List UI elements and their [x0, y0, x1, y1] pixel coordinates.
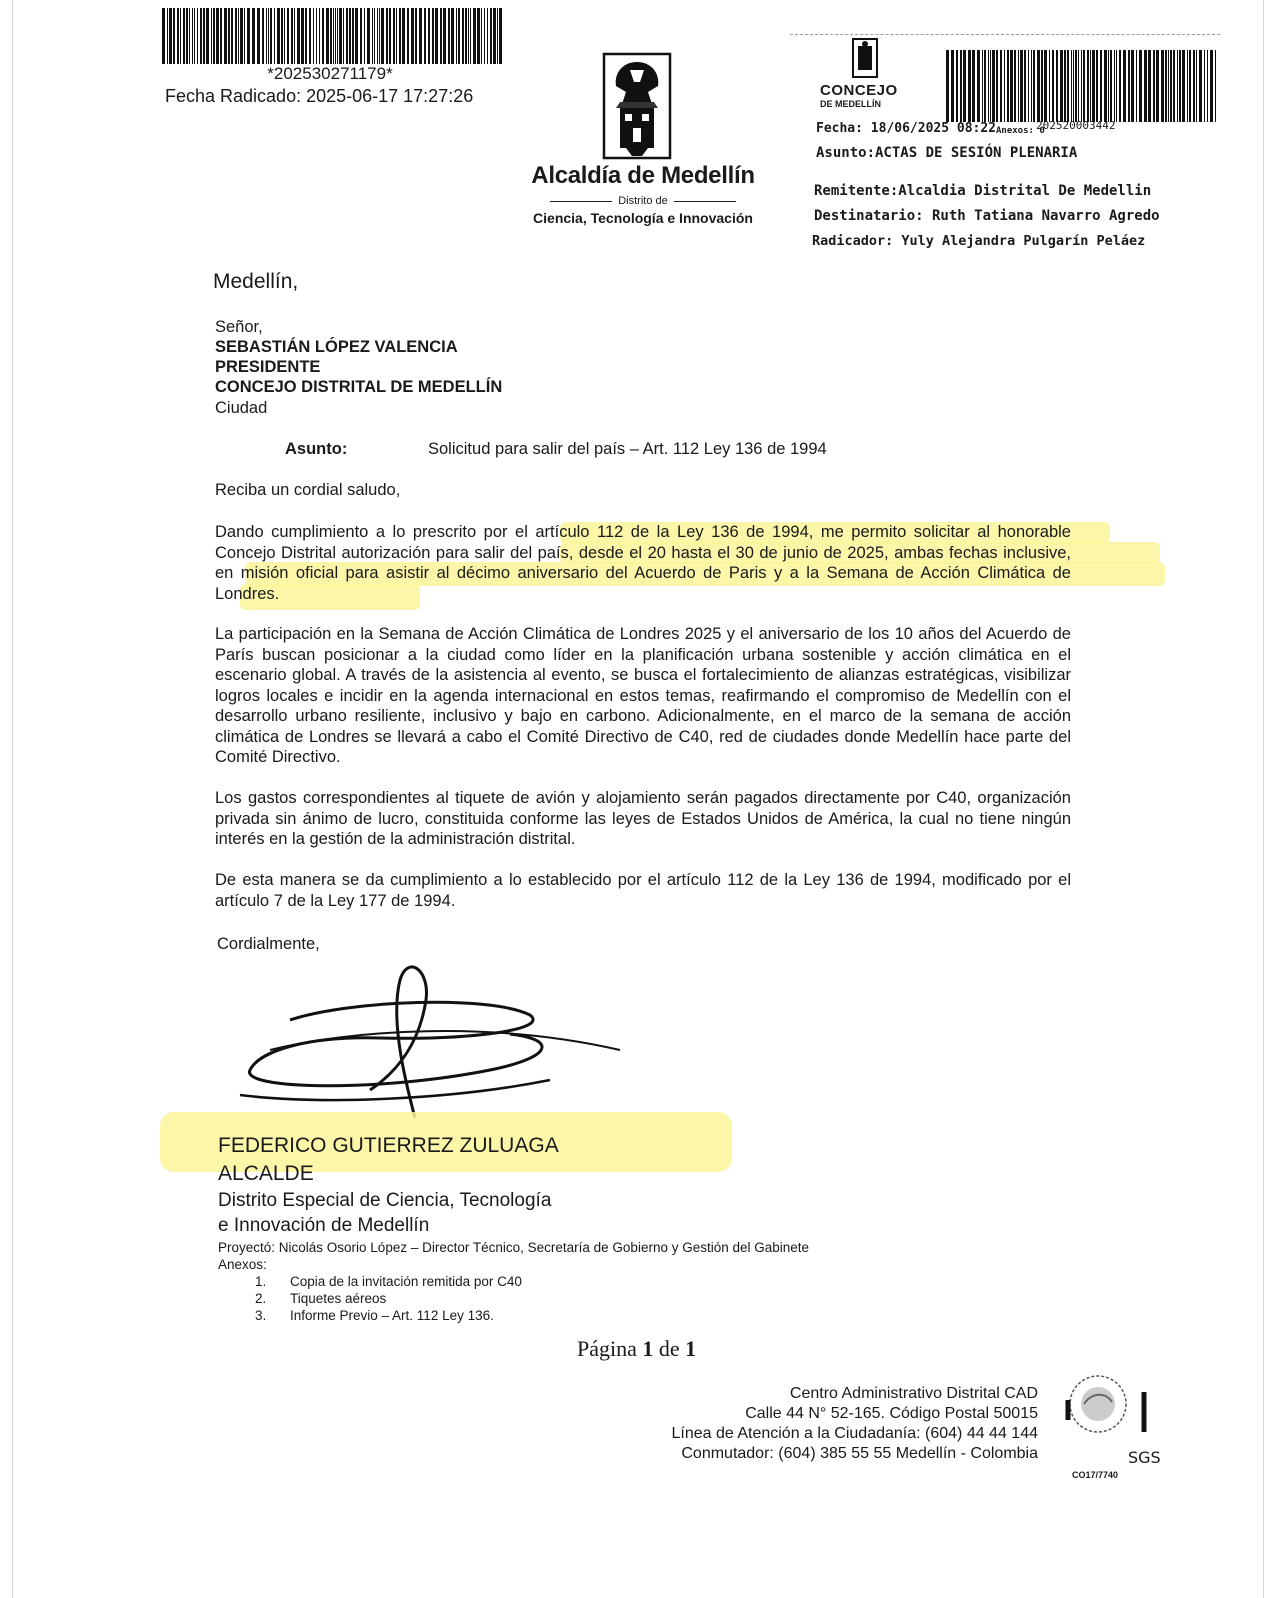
signer-entity-1: Distrito Especial de Ciencia, Tecnología: [218, 1190, 552, 1211]
annex-text: Informe Previo – Art. 112 Ley 136.: [290, 1308, 494, 1323]
stamp-remitente: Remitente:Alcaldia Distrital De Medellin: [814, 183, 1152, 199]
stamp-anexos: Anexos: 0: [996, 126, 1045, 136]
concejo-subtitle: DE MEDELLÍN: [820, 99, 882, 109]
page-label: Página: [577, 1336, 637, 1361]
sgs-code: CO17/7740: [1072, 1470, 1119, 1480]
letter-city: Medellín,: [213, 270, 299, 293]
concejo-name: CONCEJO: [820, 82, 898, 99]
footer-address-1: Centro Administrativo Distrital CAD: [789, 1385, 1038, 1402]
alcaldia-logo-subtitle: Ciencia, Tecnología e Innovación: [533, 210, 753, 226]
projected-by: Proyectó: Nicolás Osorio López – Director Técnico, Secretaría de Gobierno y Gestión del Gabinete: [218, 1240, 810, 1255]
closing: Cordialmente,: [217, 935, 320, 953]
signer-role: ALCALDE: [218, 1162, 314, 1185]
sgs-certification-icon: [1062, 1370, 1162, 1450]
paragraph-expenses: Los gastos correspondientes al tiquete de avión y alojamiento serán pagados directamente por C40, organización privada sin ánimo de lucro, constituida conforme las leyes de Estados Unidos de América, la cual no tiene ningún interés en la gestión de la administración distrital.: [215, 789, 1071, 848]
concejo-barcode: [946, 50, 1216, 122]
footer-address-2: Calle 44 N° 52-165. Código Postal 50015: [745, 1405, 1038, 1422]
radicado-date: Fecha Radicado: 2025-06-17 17:27:26: [165, 86, 474, 106]
sgs-label: SGS: [1128, 1448, 1161, 1467]
page-current: 1: [642, 1336, 654, 1361]
radicado-barcode: [162, 8, 502, 64]
signer-name: FEDERICO GUTIERREZ ZULUAGA: [218, 1134, 559, 1157]
recipient-role: PRESIDENTE: [215, 358, 321, 376]
recipient-org: CONCEJO DISTRITAL DE MEDELLÍN: [215, 378, 503, 396]
page-number: [577, 1336, 696, 1362]
alcaldia-logo-distrito: Distrito de: [518, 195, 768, 207]
stamp-dashed-border: [790, 34, 1220, 35]
subject-text: Solicitud para salir del país – Art. 112 Ley 136 de 1994: [428, 440, 827, 458]
recipient-name: SEBASTIÁN LÓPEZ VALENCIA: [215, 338, 458, 356]
medellin-coat-of-arms-icon: [602, 52, 672, 160]
stamp-fecha: Fecha: 18/06/2025 08:22: [816, 121, 997, 136]
salutation-title: Señor,: [215, 318, 263, 336]
annex-text: Tiquetes aéreos: [290, 1291, 387, 1306]
page-total: 1: [685, 1336, 697, 1361]
annex-text: Copia de la invitación remitida por C40: [290, 1274, 522, 1289]
radicado-number: *202530271179*: [267, 64, 393, 83]
recipient-city: Ciudad: [215, 399, 268, 417]
paragraph-compliance: De esta manera se da cumplimiento a lo establecido por el artículo 112 de la Ley 136 de 1994, modificado por el artículo 7 de la Ley 177 de 1994.: [215, 871, 1071, 910]
greeting: Reciba un cordial saludo,: [215, 481, 401, 499]
stamp-radicador: Radicador: Yuly Alejandra Pulgarín Peláez: [812, 233, 1146, 249]
footer-switchboard: Conmutador: (604) 385 55 55 Medellín - Colombia: [681, 1445, 1038, 1462]
page-of: de: [658, 1336, 680, 1361]
stamp-asunto: Asunto:ACTAS DE SESIÓN PLENARIA: [816, 145, 1078, 161]
annex-number: 3.: [255, 1308, 267, 1323]
concejo-emblem-icon: [852, 38, 878, 78]
footer-phone: Línea de Atención a la Ciudadanía: (604) 44 44 144: [671, 1425, 1038, 1442]
paragraph-participation: La participación en la Semana de Acción Climática de Londres 2025 y el aniversario de los 10 años del Acuerdo de París buscan posicionar a la ciudad como líder en la planificación urbana sostenible y acción climática en el escenario global. A través de la asistencia al evento, se busca el fortalecimiento de alianzas estratégicas, visibilizar logros locales e incidir en la agenda internacional en estos temas, reafirmando el compromiso de Medellín con el desarrollo urbano resiliente, inclusivo y bajo en carbono. Adicionalmente, en el marco de la semana de acción climática de Londres se llevará a cabo el Comité Directivo de C40, red de ciudades donde Medellín hace parte del Comité Directivo.: [215, 625, 1071, 766]
annex-number: 1.: [255, 1274, 267, 1289]
stamp-destinatario: Destinatario: Ruth Tatiana Navarro Agredo: [814, 208, 1160, 224]
stamp-numero: 202520003442: [1036, 119, 1116, 132]
subject-label: Asunto:: [285, 440, 348, 458]
annexes-label: Anexos:: [218, 1257, 267, 1272]
handwritten-signature: [230, 960, 630, 1120]
annex-number: 2.: [255, 1291, 267, 1306]
signer-entity-2: e Innovación de Medellín: [218, 1215, 430, 1236]
alcaldia-logo-title: Alcaldía de Medellín: [531, 162, 755, 189]
paragraph-request: Dando cumplimiento a lo prescrito por el artículo 112 de la Ley 136 de 1994, me permito solicitar al honorable Concejo Distrital autorización para salir del país, desde el 20 hasta el 30 de junio de 2025, ambas fechas inclusive, en misión oficial para asistir al décimo aniversario del Acuerdo de Paris y a la Semana de Acción Climática de Londres.: [215, 523, 1071, 603]
